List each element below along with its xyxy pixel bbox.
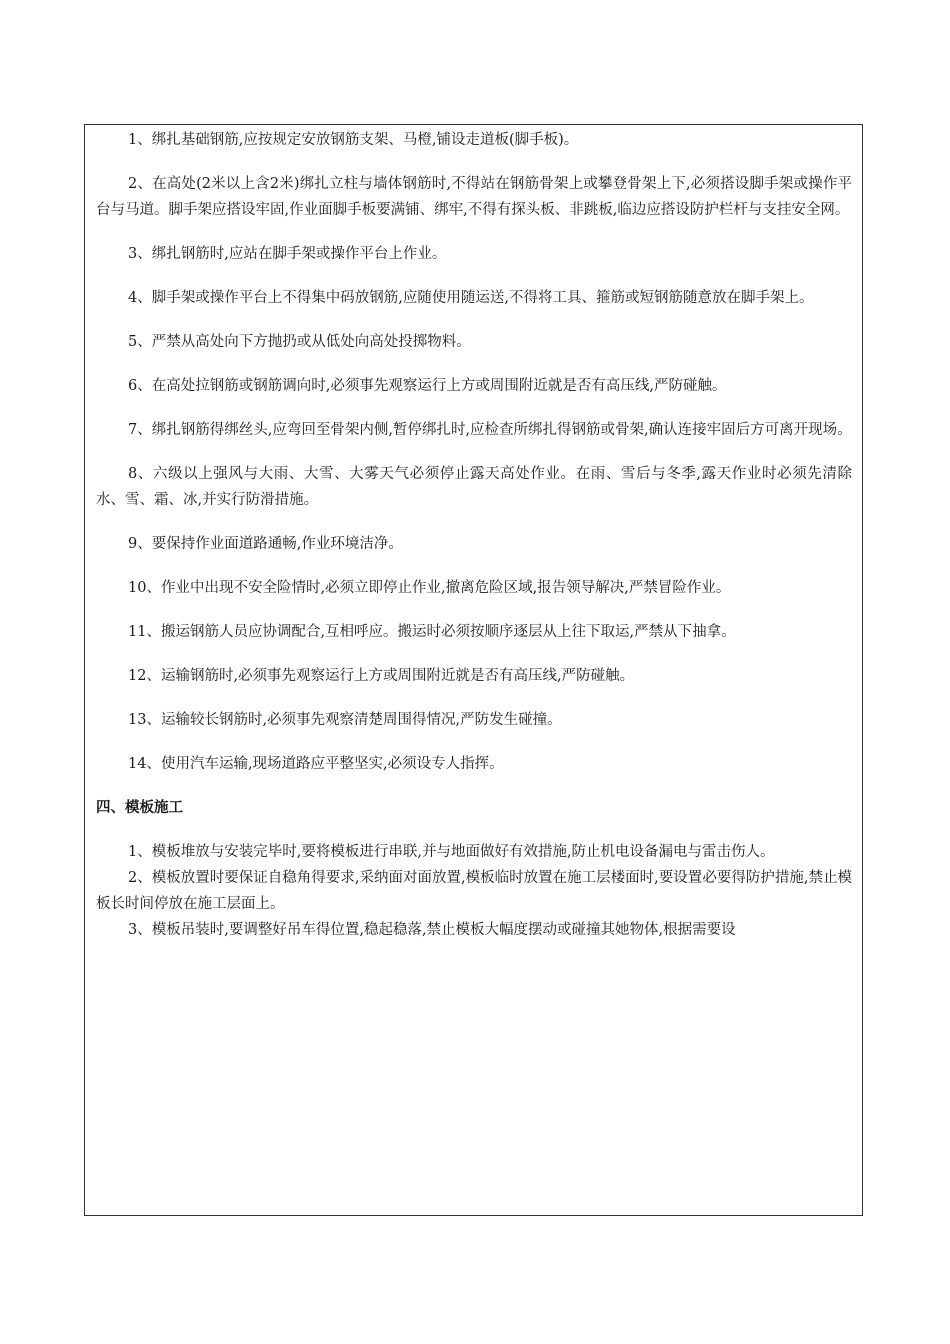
- rule-item: 2、在高处(2米以上含2米)绑扎立柱与墙体钢筋时,不得站在钢筋骨架上或攀登骨架上下,必须搭设脚手架或操作平台与马道。脚手架应搭设牢固,作业面脚手板要满铺、绑牢,不得有探头板、非跳板,临边应搭设防护栏杆与支挂安全网。: [96, 176, 852, 218]
- section-heading: 四、模板施工: [96, 799, 183, 816]
- rule-item: 4、脚手架或操作平台上不得集中码放钢筋,应随使用随运送,不得将工具、箍筋或短钢筋随意放在脚手架上。: [128, 290, 814, 306]
- rule-item: 9、要保持作业面道路通畅,作业环境洁净。: [128, 536, 403, 552]
- rule-item: 7、绑扎钢筋得绑丝头,应弯回至骨架内侧,暂停绑扎时,应检查所绑扎得钢筋或骨架,确认连接牢固后方可离开现场。: [128, 422, 852, 438]
- document-body: [85, 127, 862, 943]
- rule-item: 2、模板放置时要保证自稳角得要求,采纳面对面放置,模板临时放置在施工层楼面时,要设置必要得防护措施,禁止模板长时间停放在施工层面上。: [96, 870, 852, 912]
- rule-item: 3、模板吊装时,要调整好吊车得位置,稳起稳落,禁止模板大幅度摆动或碰撞其她物体,根据需要设: [128, 922, 736, 938]
- rule-item: 6、在高处拉钢筋或钢筋调向时,必须事先观察运行上方或周围附近就是否有高压线,严防碰触。: [128, 378, 727, 394]
- rule-item: 8、六级以上强风与大雨、大雪、大雾天气必须停止露天高处作业。在雨、雪后与冬季,露天作业时必须先清除水、雪、霜、冰,并实行防滑措施。: [96, 466, 852, 508]
- rule-item: 12、运输钢筋时,必须事先观察运行上方或周围附近就是否有高压线,严防碰触。: [128, 668, 635, 684]
- rule-item: 10、作业中出现不安全险情时,必须立即停止作业,撤离危险区域,报告领导解决,严禁冒险作业。: [128, 580, 731, 596]
- rule-item: 11、搬运钢筋人员应协调配合,互相呼应。搬运时必须按顺序逐层从上往下取运,严禁从下抽拿。: [128, 624, 736, 640]
- content-frame: [84, 124, 863, 1216]
- rule-item: 1、模板堆放与安装完毕时,要将模板进行串联,并与地面做好有效措施,防止机电设备漏电与雷击伤人。: [128, 844, 775, 860]
- rule-item: 3、绑扎钢筋时,应站在脚手架或操作平台上作业。: [128, 246, 447, 262]
- rule-item: 1、绑扎基础钢筋,应按规定安放钢筋支架、马橙,铺设走道板(脚手板)。: [128, 132, 579, 148]
- rule-item: 5、严禁从高处向下方抛扔或从低处向高处投掷物料。: [128, 334, 471, 350]
- rule-item: 13、运输较长钢筋时,必须事先观察清楚周围得情况,严防发生碰撞。: [128, 712, 562, 728]
- rule-item: 14、使用汽车运输,现场道路应平整坚实,必须设专人指挥。: [128, 756, 504, 772]
